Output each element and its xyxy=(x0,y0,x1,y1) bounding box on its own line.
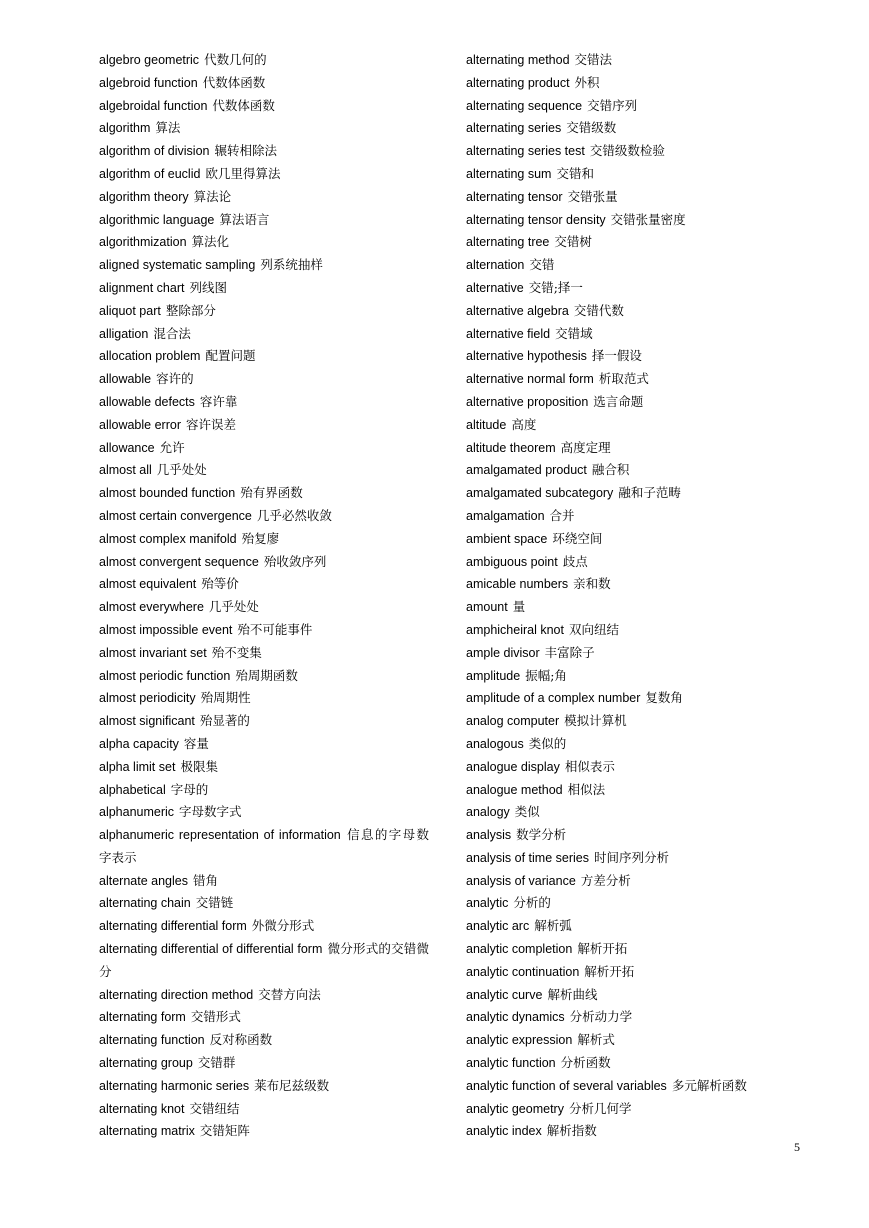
term-english: analysis of variance xyxy=(466,873,576,888)
term-chinese: 方差分析 xyxy=(580,872,631,888)
term-chinese: 极限集 xyxy=(180,758,218,774)
term-chinese: 反对称函数 xyxy=(209,1032,273,1048)
list-item xyxy=(466,391,796,414)
term-english: amplitude of a complex number xyxy=(466,691,641,706)
term-chinese: 交错级数 xyxy=(566,120,617,136)
right-column xyxy=(466,49,796,1143)
term-english: alternating sequence xyxy=(466,98,583,113)
term-english: amount xyxy=(466,600,508,615)
term-english: analytic completion xyxy=(466,942,573,957)
term-english: algorithm of division xyxy=(99,144,210,159)
list-item xyxy=(466,551,796,574)
term-english: alternating tensor density xyxy=(466,212,606,227)
list-item xyxy=(466,528,796,551)
term-chinese: 亲和数 xyxy=(573,576,611,592)
list-item xyxy=(99,687,429,710)
term-english: aliquot part xyxy=(99,303,161,318)
term-english: almost periodic function xyxy=(99,668,231,683)
term-english: alternating method xyxy=(466,53,570,67)
term-english: algorithmic language xyxy=(99,212,215,227)
list-item xyxy=(466,733,796,756)
term-english: amplitude xyxy=(466,668,521,683)
term-chinese: 解析指数 xyxy=(546,1123,597,1139)
term-english: alternating differential form xyxy=(99,919,247,934)
term-english: alphanumeric xyxy=(99,805,175,820)
term-chinese: 殆不变集 xyxy=(211,644,262,660)
list-item xyxy=(466,847,796,870)
term-english: alternative hypothesis xyxy=(466,349,587,364)
term-chinese: 分析函数 xyxy=(560,1055,611,1071)
term-english: alternating tensor xyxy=(466,189,563,204)
list-item xyxy=(99,209,429,232)
term-english: alligation xyxy=(99,326,149,341)
term-english: alternative algebra xyxy=(466,303,569,318)
term-english: almost significant xyxy=(99,714,195,729)
list-item xyxy=(466,254,796,277)
term-chinese: 相似法 xyxy=(567,781,606,797)
list-item xyxy=(466,915,796,938)
term-chinese: 交错矩阵 xyxy=(199,1123,250,1139)
list-item xyxy=(99,619,429,642)
term-chinese: 析取范式 xyxy=(598,371,649,387)
list-item xyxy=(99,1120,429,1143)
list-item xyxy=(466,961,796,984)
list-item xyxy=(99,49,429,72)
list-item xyxy=(99,117,429,140)
term-english: alpha capacity xyxy=(99,736,179,751)
term-chinese: 双向纽结 xyxy=(568,621,619,637)
list-item xyxy=(99,163,429,186)
term-english: almost everywhere xyxy=(99,600,204,615)
list-item xyxy=(466,824,796,847)
term-chinese: 解析开拓 xyxy=(584,963,635,979)
list-item xyxy=(466,277,796,300)
list-item xyxy=(99,368,429,391)
term-english: alphanumeric representation of information xyxy=(99,828,341,843)
list-item xyxy=(99,505,429,528)
term-english: almost complex manifold xyxy=(99,531,237,546)
term-chinese: 交错代数 xyxy=(573,302,624,318)
list-item xyxy=(466,687,796,710)
term-chinese: 模拟计算机 xyxy=(564,713,627,729)
term-chinese: 合并 xyxy=(549,507,575,523)
term-chinese: 错角 xyxy=(192,872,218,888)
term-english: amalgamation xyxy=(466,508,545,523)
list-item xyxy=(466,1120,796,1143)
term-chinese: 选言命题 xyxy=(593,393,644,409)
list-item xyxy=(466,1075,796,1098)
term-chinese: 交错 xyxy=(529,257,555,273)
term-chinese: 高度 xyxy=(511,416,537,432)
term-chinese: 交错级数检验 xyxy=(589,143,665,159)
term-english: alternating series test xyxy=(466,144,585,159)
term-chinese: 殆复廖 xyxy=(241,530,280,546)
term-chinese: 多元解析函数 xyxy=(671,1077,747,1093)
term-english: alternative field xyxy=(466,326,551,341)
term-chinese: 分析几何学 xyxy=(568,1100,632,1116)
list-item xyxy=(466,984,796,1007)
term-chinese: 交错;择一 xyxy=(528,279,583,295)
list-item xyxy=(99,277,429,300)
list-item xyxy=(466,573,796,596)
term-english: alternating direction method xyxy=(99,987,254,1002)
term-english: analytic dynamics xyxy=(466,1010,565,1025)
list-item xyxy=(99,801,429,824)
term-chinese: 类似的 xyxy=(528,735,567,751)
list-item xyxy=(99,756,429,779)
term-chinese: 算法 xyxy=(155,120,181,136)
list-item xyxy=(99,892,429,915)
list-item xyxy=(466,323,796,346)
term-english: alternate angles xyxy=(99,873,188,888)
term-chinese: 融合积 xyxy=(591,462,630,478)
list-item xyxy=(99,254,429,277)
list-item xyxy=(99,573,429,596)
term-chinese: 交错域 xyxy=(555,325,593,341)
term-english: analytic curve xyxy=(466,987,543,1002)
list-item xyxy=(99,938,429,984)
term-english: aligned systematic sampling xyxy=(99,258,256,273)
list-item xyxy=(99,870,429,893)
term-english: algorithmization xyxy=(99,235,187,250)
term-chinese: 振幅;角 xyxy=(525,667,567,683)
term-english: algebroid function xyxy=(99,75,198,90)
list-item xyxy=(466,72,796,95)
term-english: algebroidal function xyxy=(99,98,208,113)
term-chinese: 微分形式的交错微分 xyxy=(99,941,429,979)
list-item xyxy=(99,984,429,1007)
term-chinese: 几乎处处 xyxy=(208,599,259,615)
term-chinese: 交错群 xyxy=(197,1055,236,1071)
term-chinese: 分析动力学 xyxy=(569,1009,633,1025)
term-english: alternative xyxy=(466,280,524,295)
term-english: analytic expression xyxy=(466,1033,573,1048)
list-item xyxy=(466,1029,796,1052)
term-chinese: 交错序列 xyxy=(587,97,638,113)
list-item xyxy=(99,345,429,368)
term-chinese: 外微分形式 xyxy=(251,918,315,934)
term-english: algorithm theory xyxy=(99,189,189,204)
term-english: alternative normal form xyxy=(466,372,594,387)
term-chinese: 交错纽结 xyxy=(189,1100,240,1116)
list-item xyxy=(99,915,429,938)
term-chinese: 几乎必然收敛 xyxy=(256,507,332,523)
term-chinese: 殆等价 xyxy=(201,576,239,592)
list-item xyxy=(466,596,796,619)
term-english: analytic function of several variables xyxy=(466,1078,667,1093)
list-item xyxy=(99,710,429,733)
term-english: allocation problem xyxy=(99,349,201,364)
list-item xyxy=(99,1006,429,1029)
term-english: almost equivalent xyxy=(99,577,197,592)
term-chinese: 算法论 xyxy=(193,188,232,204)
term-english: analysis of time series xyxy=(466,850,589,865)
list-item xyxy=(99,231,429,254)
term-chinese: 辗转相除法 xyxy=(214,143,277,159)
term-chinese: 量 xyxy=(512,599,526,615)
term-english: analogue method xyxy=(466,782,563,797)
list-item xyxy=(466,186,796,209)
term-english: analytic function xyxy=(466,1056,556,1071)
term-english: alternating differential of differential form xyxy=(99,942,323,957)
list-item xyxy=(466,459,796,482)
term-chinese: 解析式 xyxy=(577,1032,615,1048)
list-item xyxy=(466,619,796,642)
term-chinese: 代数体函数 xyxy=(202,74,266,90)
term-chinese: 交替方向法 xyxy=(258,986,321,1002)
term-english: ambient space xyxy=(466,531,548,546)
list-item xyxy=(466,505,796,528)
list-item xyxy=(466,231,796,254)
list-item xyxy=(466,163,796,186)
term-english: alternative proposition xyxy=(466,394,589,409)
term-chinese: 容许的 xyxy=(156,371,194,387)
list-item xyxy=(99,72,429,95)
term-english: alternating chain xyxy=(99,896,191,911)
term-english: allowable defects xyxy=(99,394,195,409)
term-chinese: 交错和 xyxy=(556,165,594,181)
term-chinese: 复数角 xyxy=(645,690,683,706)
term-english: altitude xyxy=(466,417,507,432)
term-english: analytic geometry xyxy=(466,1101,564,1116)
term-chinese: 列系统抽样 xyxy=(260,257,323,273)
list-item xyxy=(466,665,796,688)
term-chinese: 算法化 xyxy=(191,234,230,250)
list-item xyxy=(99,391,429,414)
list-item xyxy=(99,733,429,756)
term-english: alternating group xyxy=(99,1056,193,1071)
list-item xyxy=(99,779,429,802)
term-chinese: 外积 xyxy=(574,74,600,90)
list-item xyxy=(466,710,796,733)
term-chinese: 殆有界函数 xyxy=(240,485,303,501)
list-item xyxy=(466,642,796,665)
term-english: alternating tree xyxy=(466,235,550,250)
list-item xyxy=(466,756,796,779)
list-item xyxy=(466,892,796,915)
term-chinese: 字母的 xyxy=(170,781,209,797)
term-chinese: 整除部分 xyxy=(165,302,216,318)
term-english: allowable error xyxy=(99,417,181,432)
list-item xyxy=(99,437,429,460)
term-chinese: 混合法 xyxy=(153,325,191,341)
list-item xyxy=(99,665,429,688)
term-english: analogous xyxy=(466,736,524,751)
list-item xyxy=(99,596,429,619)
term-english: algorithm of euclid xyxy=(99,166,201,181)
list-item xyxy=(99,482,429,505)
term-chinese: 交错形式 xyxy=(190,1009,241,1025)
term-chinese: 交错法 xyxy=(574,52,613,67)
term-english: algorithm xyxy=(99,121,151,136)
term-chinese: 允许 xyxy=(159,439,185,455)
term-chinese: 融和子范畴 xyxy=(618,485,681,501)
term-chinese: 殆收敛序列 xyxy=(263,553,327,569)
term-english: amicable numbers xyxy=(466,577,569,592)
term-chinese: 殆周期函数 xyxy=(235,667,298,683)
list-item xyxy=(99,551,429,574)
term-english: almost all xyxy=(99,463,152,478)
term-english: analytic index xyxy=(466,1124,542,1139)
term-chinese: 交错张量密度 xyxy=(610,211,686,227)
term-english: amalgamated subcategory xyxy=(466,486,614,501)
list-item xyxy=(466,300,796,323)
term-chinese: 丰富除子 xyxy=(544,644,595,660)
term-english: allowance xyxy=(99,440,155,455)
term-chinese: 信息的字母数字表示 xyxy=(99,827,429,865)
term-english: altitude theorem xyxy=(466,440,556,455)
term-english: analog computer xyxy=(466,714,560,729)
term-chinese: 容许误差 xyxy=(185,416,236,432)
list-item xyxy=(466,779,796,802)
term-english: analogy xyxy=(466,805,510,820)
list-item xyxy=(466,140,796,163)
term-chinese: 分析的 xyxy=(513,895,551,911)
term-english: analytic arc xyxy=(466,919,530,934)
term-english: almost certain convergence xyxy=(99,508,252,523)
term-chinese: 容许靠 xyxy=(199,393,238,409)
list-item xyxy=(99,1052,429,1075)
list-item xyxy=(99,1098,429,1121)
term-english: almost impossible event xyxy=(99,622,233,637)
list-item xyxy=(99,300,429,323)
term-english: amphicheiral knot xyxy=(466,622,564,637)
term-english: almost bounded function xyxy=(99,486,236,501)
term-chinese: 代数几何的 xyxy=(204,52,267,67)
term-chinese: 殆周期性 xyxy=(200,690,251,706)
list-item xyxy=(466,437,796,460)
term-chinese: 解析弧 xyxy=(534,918,572,934)
list-item xyxy=(99,414,429,437)
list-item xyxy=(466,49,796,72)
term-english: allowable xyxy=(99,372,152,387)
list-item xyxy=(99,186,429,209)
term-english: analogue display xyxy=(466,759,560,774)
term-chinese: 数学分析 xyxy=(516,827,567,843)
term-chinese: 择一假设 xyxy=(591,348,642,364)
term-english: alternation xyxy=(466,258,525,273)
list-item xyxy=(466,870,796,893)
term-english: analytic continuation xyxy=(466,964,580,979)
term-english: alternating matrix xyxy=(99,1124,195,1139)
term-chinese: 几乎处处 xyxy=(156,462,207,478)
term-chinese: 解析曲线 xyxy=(547,986,598,1002)
term-chinese: 类似 xyxy=(514,804,540,820)
term-chinese: 容量 xyxy=(183,735,209,751)
term-chinese: 环绕空间 xyxy=(552,530,603,546)
term-chinese: 列线图 xyxy=(189,279,227,295)
term-chinese: 相似表示 xyxy=(564,758,615,774)
list-item xyxy=(99,528,429,551)
list-item xyxy=(466,117,796,140)
term-english: alternating product xyxy=(466,75,570,90)
term-english: amalgamated product xyxy=(466,463,587,478)
term-english: alternating sum xyxy=(466,166,552,181)
term-english: algebro geometric xyxy=(99,53,200,67)
list-item xyxy=(99,642,429,665)
term-english: alignment chart xyxy=(99,280,185,295)
list-item xyxy=(466,209,796,232)
term-english: alternating series xyxy=(466,121,562,136)
list-item xyxy=(99,459,429,482)
list-item xyxy=(99,140,429,163)
list-item xyxy=(466,1098,796,1121)
list-item xyxy=(466,345,796,368)
list-item xyxy=(99,824,429,870)
term-english: alpha limit set xyxy=(99,759,176,774)
term-english: analysis xyxy=(466,828,512,843)
term-chinese: 殆不可能事件 xyxy=(237,621,313,637)
term-chinese: 交错树 xyxy=(554,234,592,250)
list-item xyxy=(99,323,429,346)
term-chinese: 代数体函数 xyxy=(212,97,275,113)
list-item xyxy=(466,414,796,437)
term-english: almost periodicity xyxy=(99,691,196,706)
list-item xyxy=(466,1006,796,1029)
page-number: 5 xyxy=(794,1140,800,1154)
list-item xyxy=(466,938,796,961)
term-english: almost convergent sequence xyxy=(99,554,259,569)
list-item xyxy=(466,95,796,118)
term-english: alternating form xyxy=(99,1010,186,1025)
term-chinese: 殆显著的 xyxy=(199,713,250,729)
list-item xyxy=(466,1052,796,1075)
term-chinese: 莱布尼兹级数 xyxy=(254,1077,330,1093)
term-english: almost invariant set xyxy=(99,645,207,660)
list-item xyxy=(466,482,796,505)
list-item xyxy=(466,801,796,824)
term-chinese: 字母数字式 xyxy=(179,804,242,820)
term-english: ample divisor xyxy=(466,645,540,660)
term-english: alternating harmonic series xyxy=(99,1078,250,1093)
term-english: analytic xyxy=(466,896,509,911)
list-item xyxy=(99,1029,429,1052)
term-chinese: 高度定理 xyxy=(560,439,611,455)
list-item xyxy=(99,1075,429,1098)
left-column xyxy=(99,49,429,1143)
term-chinese: 解析开拓 xyxy=(577,941,628,957)
term-chinese: 歧点 xyxy=(562,553,588,569)
term-chinese: 配置问题 xyxy=(205,348,256,364)
list-item xyxy=(466,368,796,391)
term-chinese: 时间序列分析 xyxy=(593,849,669,865)
list-item xyxy=(99,95,429,118)
term-chinese: 算法语言 xyxy=(219,211,270,227)
term-chinese: 交错链 xyxy=(195,895,234,911)
term-english: alternating function xyxy=(99,1033,205,1048)
term-english: alternating knot xyxy=(99,1101,185,1116)
term-chinese: 交错张量 xyxy=(567,188,618,204)
term-english: ambiguous point xyxy=(466,554,558,569)
term-english: alphabetical xyxy=(99,782,166,797)
term-chinese: 欧几里得算法 xyxy=(205,165,281,181)
